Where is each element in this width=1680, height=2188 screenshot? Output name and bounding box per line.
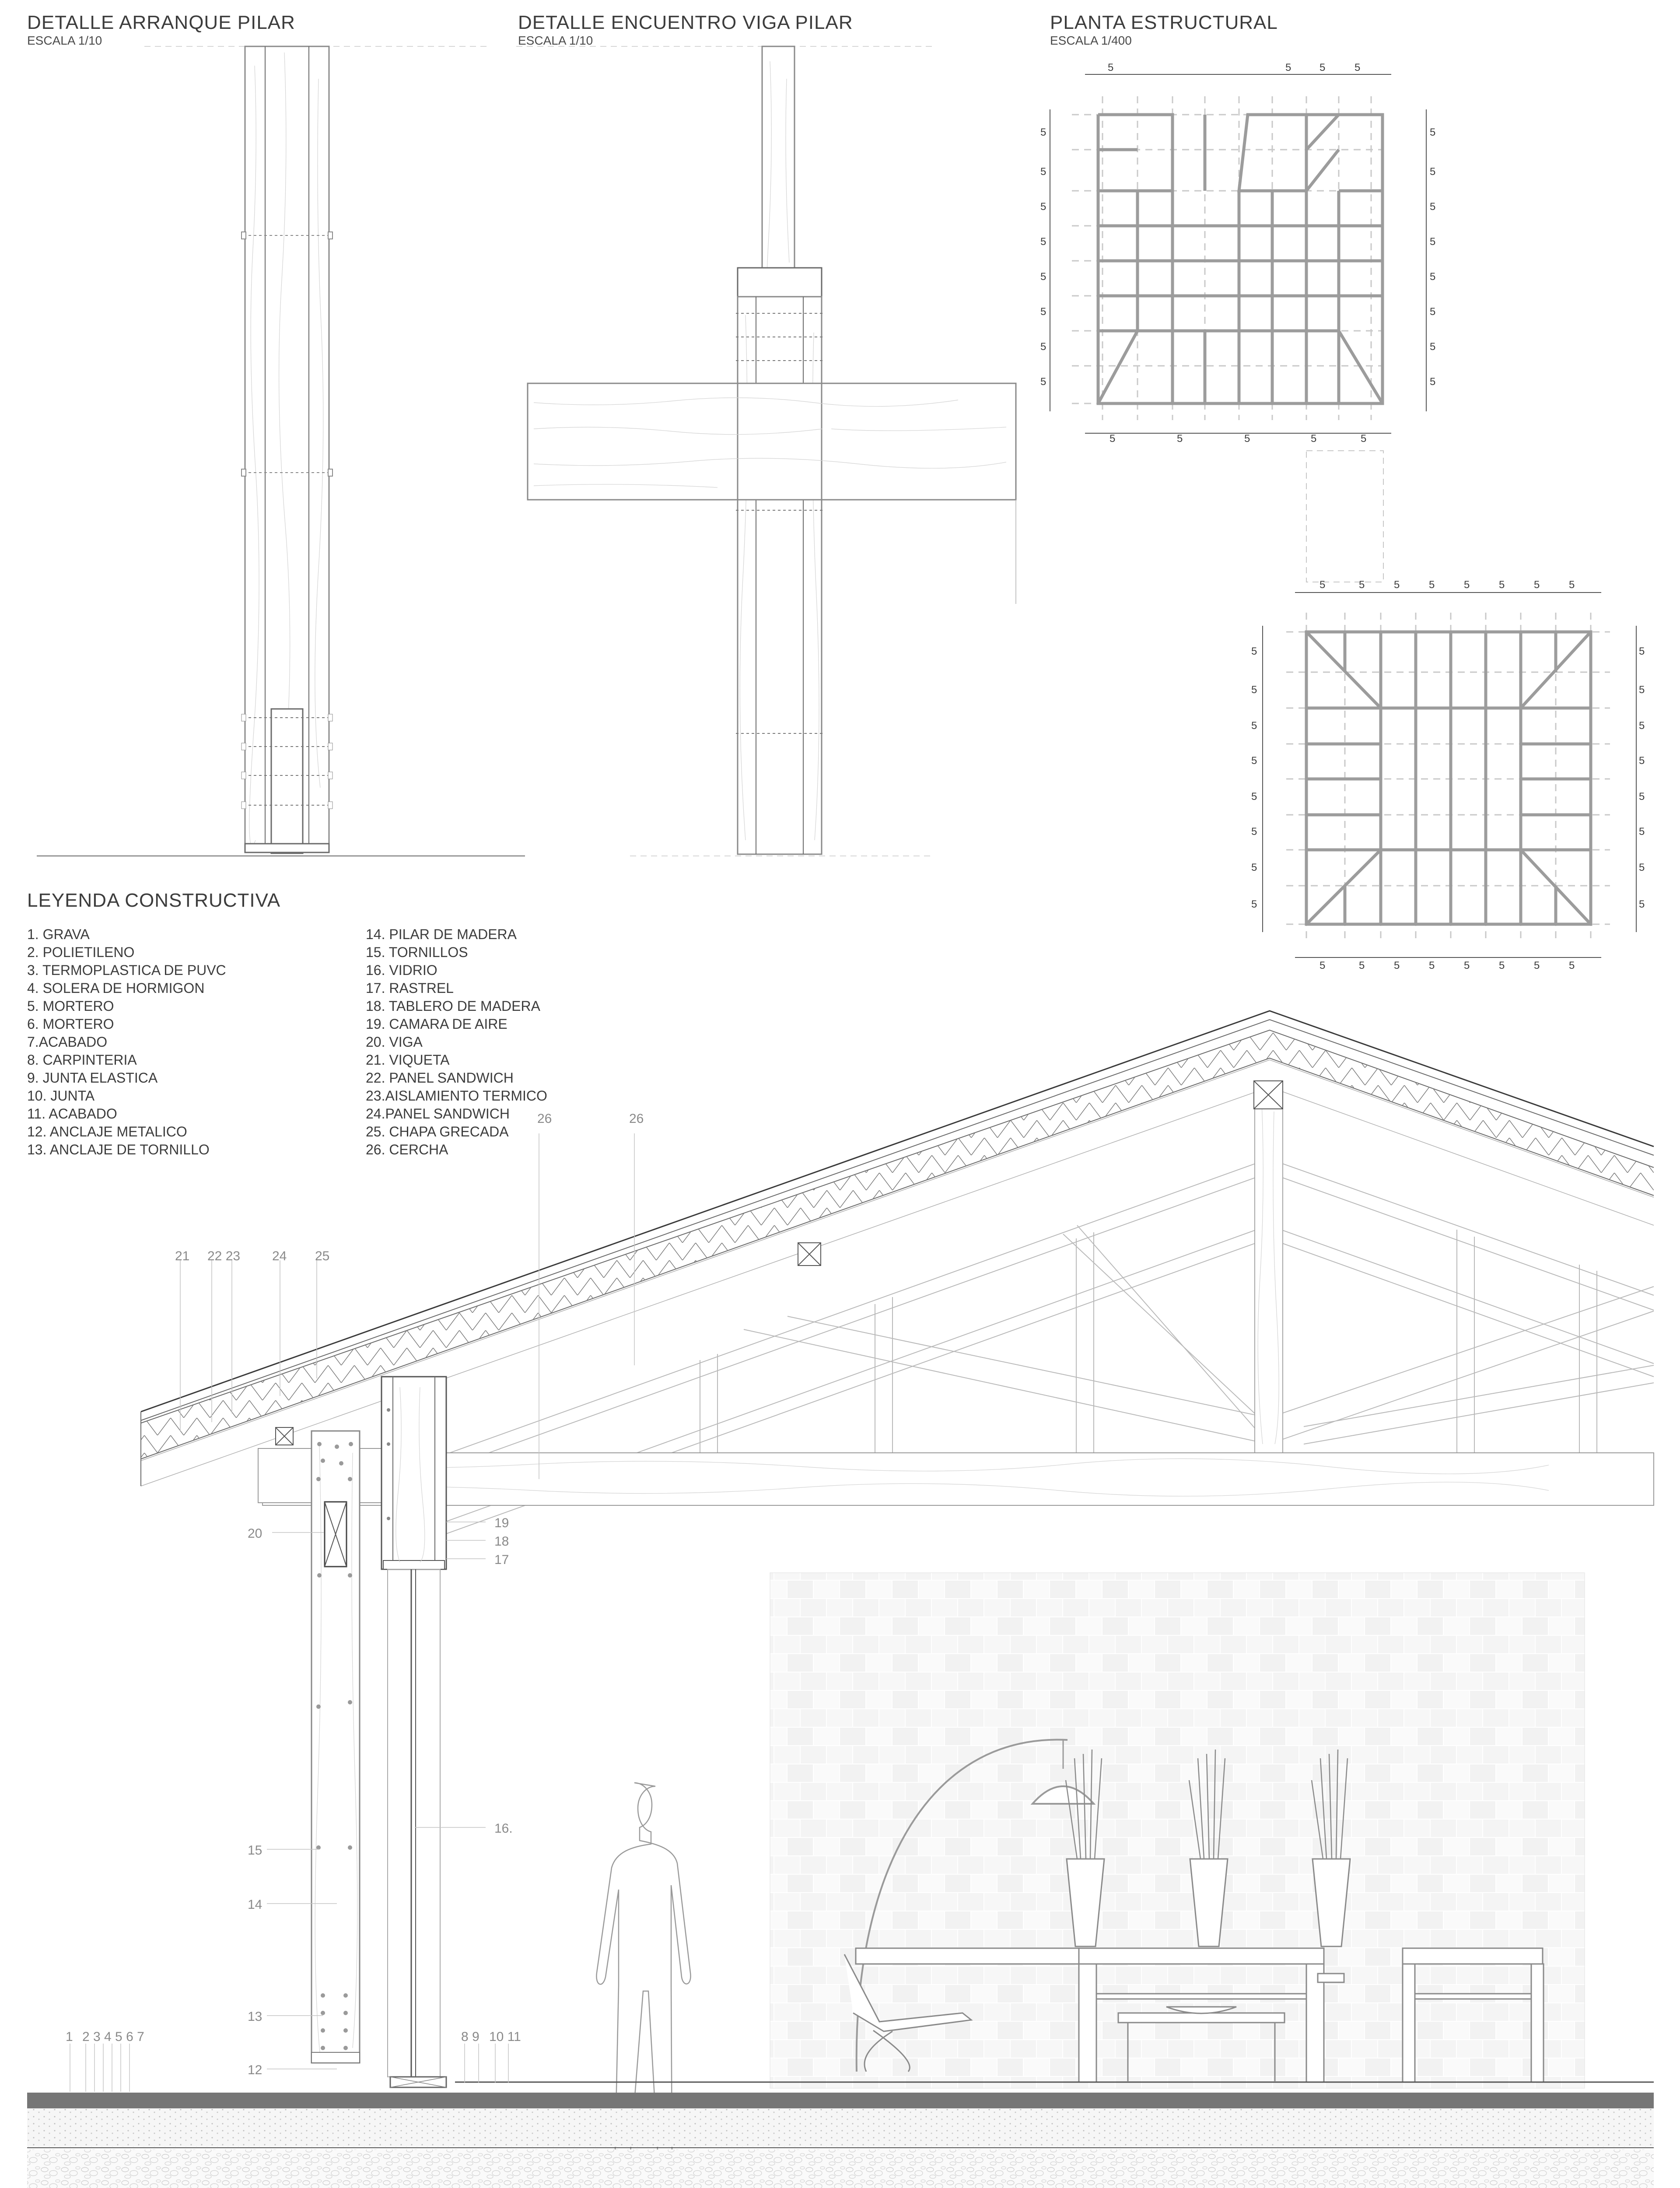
svg-text:5: 5 — [1040, 166, 1046, 178]
svg-text:5: 5 — [1394, 579, 1400, 591]
svg-text:5: 5 — [1430, 271, 1436, 283]
legend-item: 7.ACABADO — [27, 1034, 108, 1050]
svg-text:5: 5 — [1251, 898, 1257, 910]
roof-section — [27, 1011, 1654, 2188]
callout-2-7: 2 3 4 5 6 7 — [82, 2030, 144, 2044]
callout-8-9: 8 9 — [461, 2030, 480, 2044]
legend-item: 4. SOLERA DE HORMIGON — [27, 980, 205, 996]
callout-20: 20 — [248, 1526, 262, 1541]
steel-shoe — [271, 709, 303, 853]
callout-12: 12 — [248, 2063, 262, 2077]
svg-text:5: 5 — [1534, 960, 1540, 971]
svg-text:5: 5 — [1040, 236, 1046, 248]
legend-item: 21. VIQUETA — [366, 1052, 450, 1068]
callout-16: 16. — [494, 1821, 513, 1836]
legend-item: 25. CHAPA GRECADA — [366, 1124, 509, 1140]
legend-item: 2. POLIETILENO — [27, 944, 135, 960]
callout-19: 19 — [494, 1516, 509, 1530]
callout-1: 1 — [66, 2030, 73, 2044]
svg-text:5: 5 — [1251, 645, 1257, 657]
svg-text:5: 5 — [1569, 960, 1575, 971]
legend-item: 6. MORTERO — [27, 1016, 114, 1032]
lower-column — [738, 297, 822, 854]
svg-text:5: 5 — [1430, 201, 1436, 213]
legend-item: 15. TORNILLOS — [366, 944, 468, 960]
svg-text:5: 5 — [1639, 826, 1645, 838]
legend-item: 22. PANEL SANDWICH — [366, 1070, 514, 1086]
svg-text:5: 5 — [1285, 62, 1292, 74]
svg-text:5: 5 — [1108, 62, 1114, 74]
arranque-scale: ESCALA 1/10 — [27, 34, 102, 47]
svg-text:5: 5 — [1040, 126, 1046, 138]
svg-text:5: 5 — [1429, 579, 1435, 591]
svg-text:5: 5 — [1430, 166, 1436, 178]
callout-13: 13 — [248, 2009, 262, 2024]
encuentro-scale: ESCALA 1/10 — [518, 34, 593, 47]
legend-item: 19. CAMARA DE AIRE — [366, 1016, 508, 1032]
wall-panel — [382, 1377, 446, 1569]
svg-text:5: 5 — [1430, 341, 1436, 353]
callout-25: 25 — [315, 1249, 330, 1263]
svg-text:5: 5 — [1040, 341, 1046, 353]
legend-column-1 — [27, 926, 226, 1157]
floor-slab — [27, 2093, 1654, 2108]
legend-item: 9. JUNTA ELASTICA — [27, 1070, 158, 1086]
svg-text:5: 5 — [1251, 862, 1257, 873]
svg-text:5: 5 — [1639, 720, 1645, 732]
svg-text:5: 5 — [1639, 862, 1645, 873]
svg-text:5: 5 — [1320, 579, 1326, 591]
structural-plan-upper — [1040, 62, 1435, 582]
svg-text:5: 5 — [1534, 579, 1540, 591]
legend-item: 20. VIGA — [366, 1034, 423, 1050]
svg-text:5: 5 — [1354, 62, 1361, 74]
svg-text:5: 5 — [1499, 579, 1505, 591]
svg-text:5: 5 — [1251, 791, 1257, 803]
svg-text:5: 5 — [1361, 433, 1367, 445]
svg-text:5: 5 — [1639, 645, 1645, 657]
callout-15: 15 — [248, 1843, 262, 1858]
svg-text:5: 5 — [1639, 791, 1645, 803]
svg-text:5: 5 — [1464, 960, 1470, 971]
svg-text:5: 5 — [1359, 960, 1365, 971]
svg-text:5: 5 — [1040, 306, 1046, 318]
detail-arranque-pilar — [37, 46, 525, 856]
callout-17: 17 — [494, 1553, 509, 1567]
svg-text:5: 5 — [1244, 433, 1250, 445]
planta-scale: ESCALA 1/400 — [1050, 34, 1132, 47]
legend-item: 23.AISLAMIENTO TERMICO — [366, 1088, 547, 1104]
structural-plan-lower — [1251, 579, 1645, 971]
callout-14: 14 — [248, 1897, 262, 1912]
svg-text:5: 5 — [1251, 684, 1257, 696]
svg-text:5: 5 — [1359, 579, 1365, 591]
svg-text:5: 5 — [1430, 376, 1436, 388]
svg-text:5: 5 — [1251, 755, 1257, 767]
planta-title: PLANTA ESTRUCTURAL — [1050, 12, 1278, 33]
legend-item: 24.PANEL SANDWICH — [366, 1106, 510, 1122]
tie-beam — [262, 1453, 1654, 1505]
connection-walkway — [1306, 451, 1383, 582]
legend-item: 13. ANCLAJE DE TORNILLO — [27, 1142, 210, 1157]
svg-text:5: 5 — [1639, 898, 1645, 910]
svg-text:5: 5 — [1320, 960, 1326, 971]
detail-encuentro-viga-pilar — [516, 46, 1016, 856]
encuentro-title: DETALLE ENCUENTRO VIGA PILAR — [518, 12, 853, 33]
mortar-layer — [27, 2108, 1654, 2147]
svg-text:5: 5 — [1177, 433, 1183, 445]
svg-text:5: 5 — [1311, 433, 1317, 445]
base-plate — [245, 844, 329, 852]
legend-item: 18. TABLERO DE MADERA — [366, 998, 540, 1014]
legend-title: LEYENDA CONSTRUCTIVA — [27, 890, 281, 911]
svg-text:5: 5 — [1464, 579, 1470, 591]
callout-22-23: 22 23 — [207, 1249, 241, 1263]
svg-text:5: 5 — [1320, 62, 1326, 74]
legend-item: 8. CARPINTERIA — [27, 1052, 137, 1068]
svg-text:5: 5 — [1499, 960, 1505, 971]
glazing-frame — [388, 1569, 440, 2077]
legend-item: 3. TERMOPLASTICA DE PUVC — [27, 962, 226, 978]
legend — [27, 890, 547, 1157]
svg-text:5: 5 — [1639, 684, 1645, 696]
legend-item: 16. VIDRIO — [366, 962, 438, 978]
callout-18: 18 — [494, 1534, 509, 1549]
callout-26b: 26 — [629, 1112, 644, 1126]
svg-text:5: 5 — [1040, 376, 1046, 388]
legend-item: 5. MORTERO — [27, 998, 114, 1014]
gravel-layer — [27, 2149, 1654, 2188]
svg-text:5: 5 — [1040, 271, 1046, 283]
legend-column-2 — [366, 926, 547, 1157]
legend-item: 11. ACABADO — [27, 1106, 117, 1122]
svg-text:5: 5 — [1251, 720, 1257, 732]
legend-item: 26. CERCHA — [366, 1142, 448, 1157]
legend-item: 14. PILAR DE MADERA — [366, 926, 517, 942]
callout-10-11: 10 11 — [489, 2030, 521, 2044]
callout-24: 24 — [272, 1249, 287, 1263]
legend-item: 1. GRAVA — [27, 926, 90, 942]
svg-text:5: 5 — [1251, 826, 1257, 838]
svg-text:5: 5 — [1430, 306, 1436, 318]
callout-26a: 26 — [537, 1112, 552, 1126]
legend-item: 12. ANCLAJE METALICO — [27, 1124, 187, 1140]
titles — [27, 12, 1278, 47]
legend-item: 17. RASTREL — [366, 980, 454, 996]
svg-text:5: 5 — [1430, 126, 1436, 138]
svg-text:5: 5 — [1430, 236, 1436, 248]
svg-text:5: 5 — [1110, 433, 1116, 445]
callout-21: 21 — [175, 1249, 190, 1263]
legend-item: 10. JUNTA — [27, 1088, 95, 1104]
arranque-title: DETALLE ARRANQUE PILAR — [27, 12, 295, 33]
svg-text:5: 5 — [1639, 755, 1645, 767]
svg-text:5: 5 — [1569, 579, 1575, 591]
svg-text:5: 5 — [1394, 960, 1400, 971]
svg-text:5: 5 — [1429, 960, 1435, 971]
svg-text:5: 5 — [1040, 201, 1046, 213]
